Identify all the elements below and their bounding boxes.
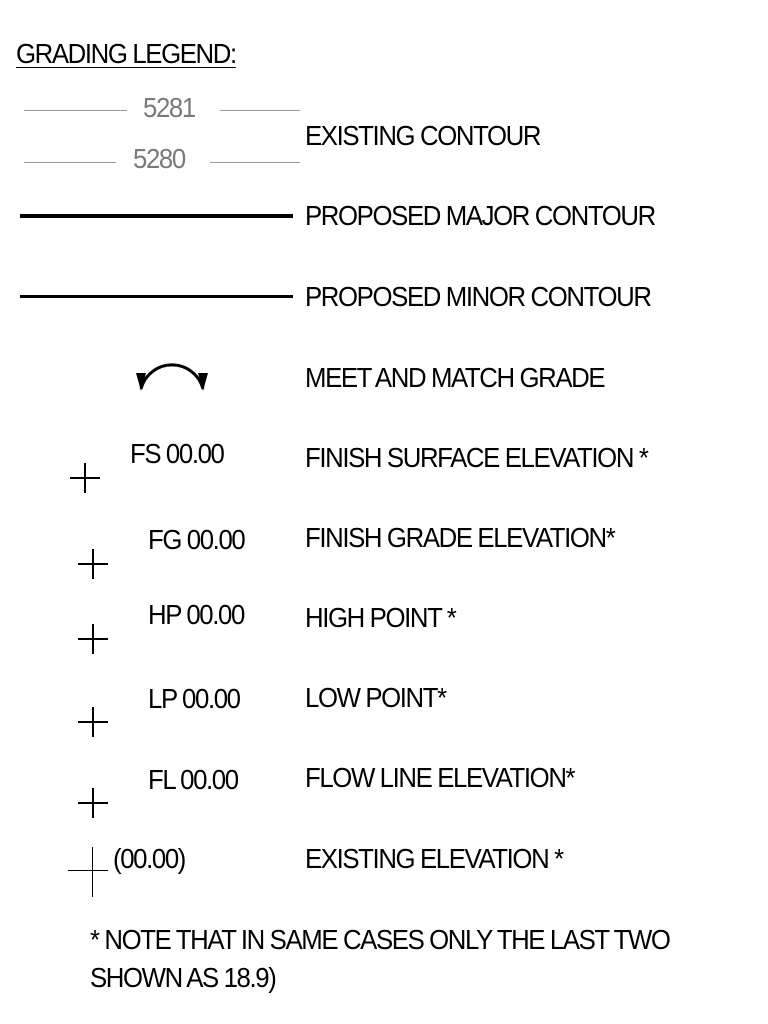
proposed-major-contour-label: PROPOSED MAJOR CONTOUR <box>305 200 655 231</box>
meet-and-match-arc-icon <box>132 345 212 395</box>
high-point-plus-icon <box>78 624 108 654</box>
proposed-minor-contour-label: PROPOSED MINOR CONTOUR <box>305 281 651 312</box>
low-point-symbol-text: LP 00.00 <box>148 683 240 714</box>
footnote-line-2: SHOWN AS 18.9) <box>90 962 276 993</box>
footnote-line-1: * NOTE THAT IN SAME CASES ONLY THE LAST TWO <box>90 924 670 955</box>
existing-contour-line-lower-left <box>24 162 116 163</box>
flow-line-label: FLOW LINE ELEVATION* <box>305 762 575 793</box>
existing-elevation-plus-icon <box>68 847 108 897</box>
finish-surface-symbol-text: FS 00.00 <box>130 438 224 469</box>
finish-grade-plus-icon <box>78 549 108 579</box>
existing-elevation-label: EXISTING ELEVATION * <box>305 843 563 874</box>
existing-contour-line-lower-right <box>210 162 300 163</box>
meet-and-match-label: MEET AND MATCH GRADE <box>305 362 605 393</box>
legend-title: GRADING LEGEND: <box>16 38 236 69</box>
flow-line-plus-icon <box>78 788 108 818</box>
high-point-label: HIGH POINT * <box>305 602 456 633</box>
finish-surface-label: FINISH SURFACE ELEVATION * <box>305 442 648 473</box>
existing-elevation-symbol-text: (00.00) <box>113 843 185 874</box>
existing-contour-value-upper: 5281 <box>143 92 195 123</box>
existing-contour-line-upper-right <box>220 110 300 111</box>
high-point-symbol-text: HP 00.00 <box>148 599 244 630</box>
proposed-minor-contour-line <box>20 295 293 298</box>
flow-line-symbol-text: FL 00.00 <box>148 764 238 795</box>
finish-surface-plus-icon <box>70 463 100 493</box>
low-point-label: LOW POINT* <box>305 682 446 713</box>
existing-contour-value-lower: 5280 <box>133 143 185 174</box>
low-point-plus-icon <box>78 707 108 737</box>
finish-grade-symbol-text: FG 00.00 <box>148 524 245 555</box>
existing-contour-line-upper-left <box>24 110 127 111</box>
existing-contour-label: EXISTING CONTOUR <box>305 120 541 151</box>
proposed-major-contour-line <box>20 214 293 218</box>
finish-grade-label: FINISH GRADE ELEVATION* <box>305 522 615 553</box>
